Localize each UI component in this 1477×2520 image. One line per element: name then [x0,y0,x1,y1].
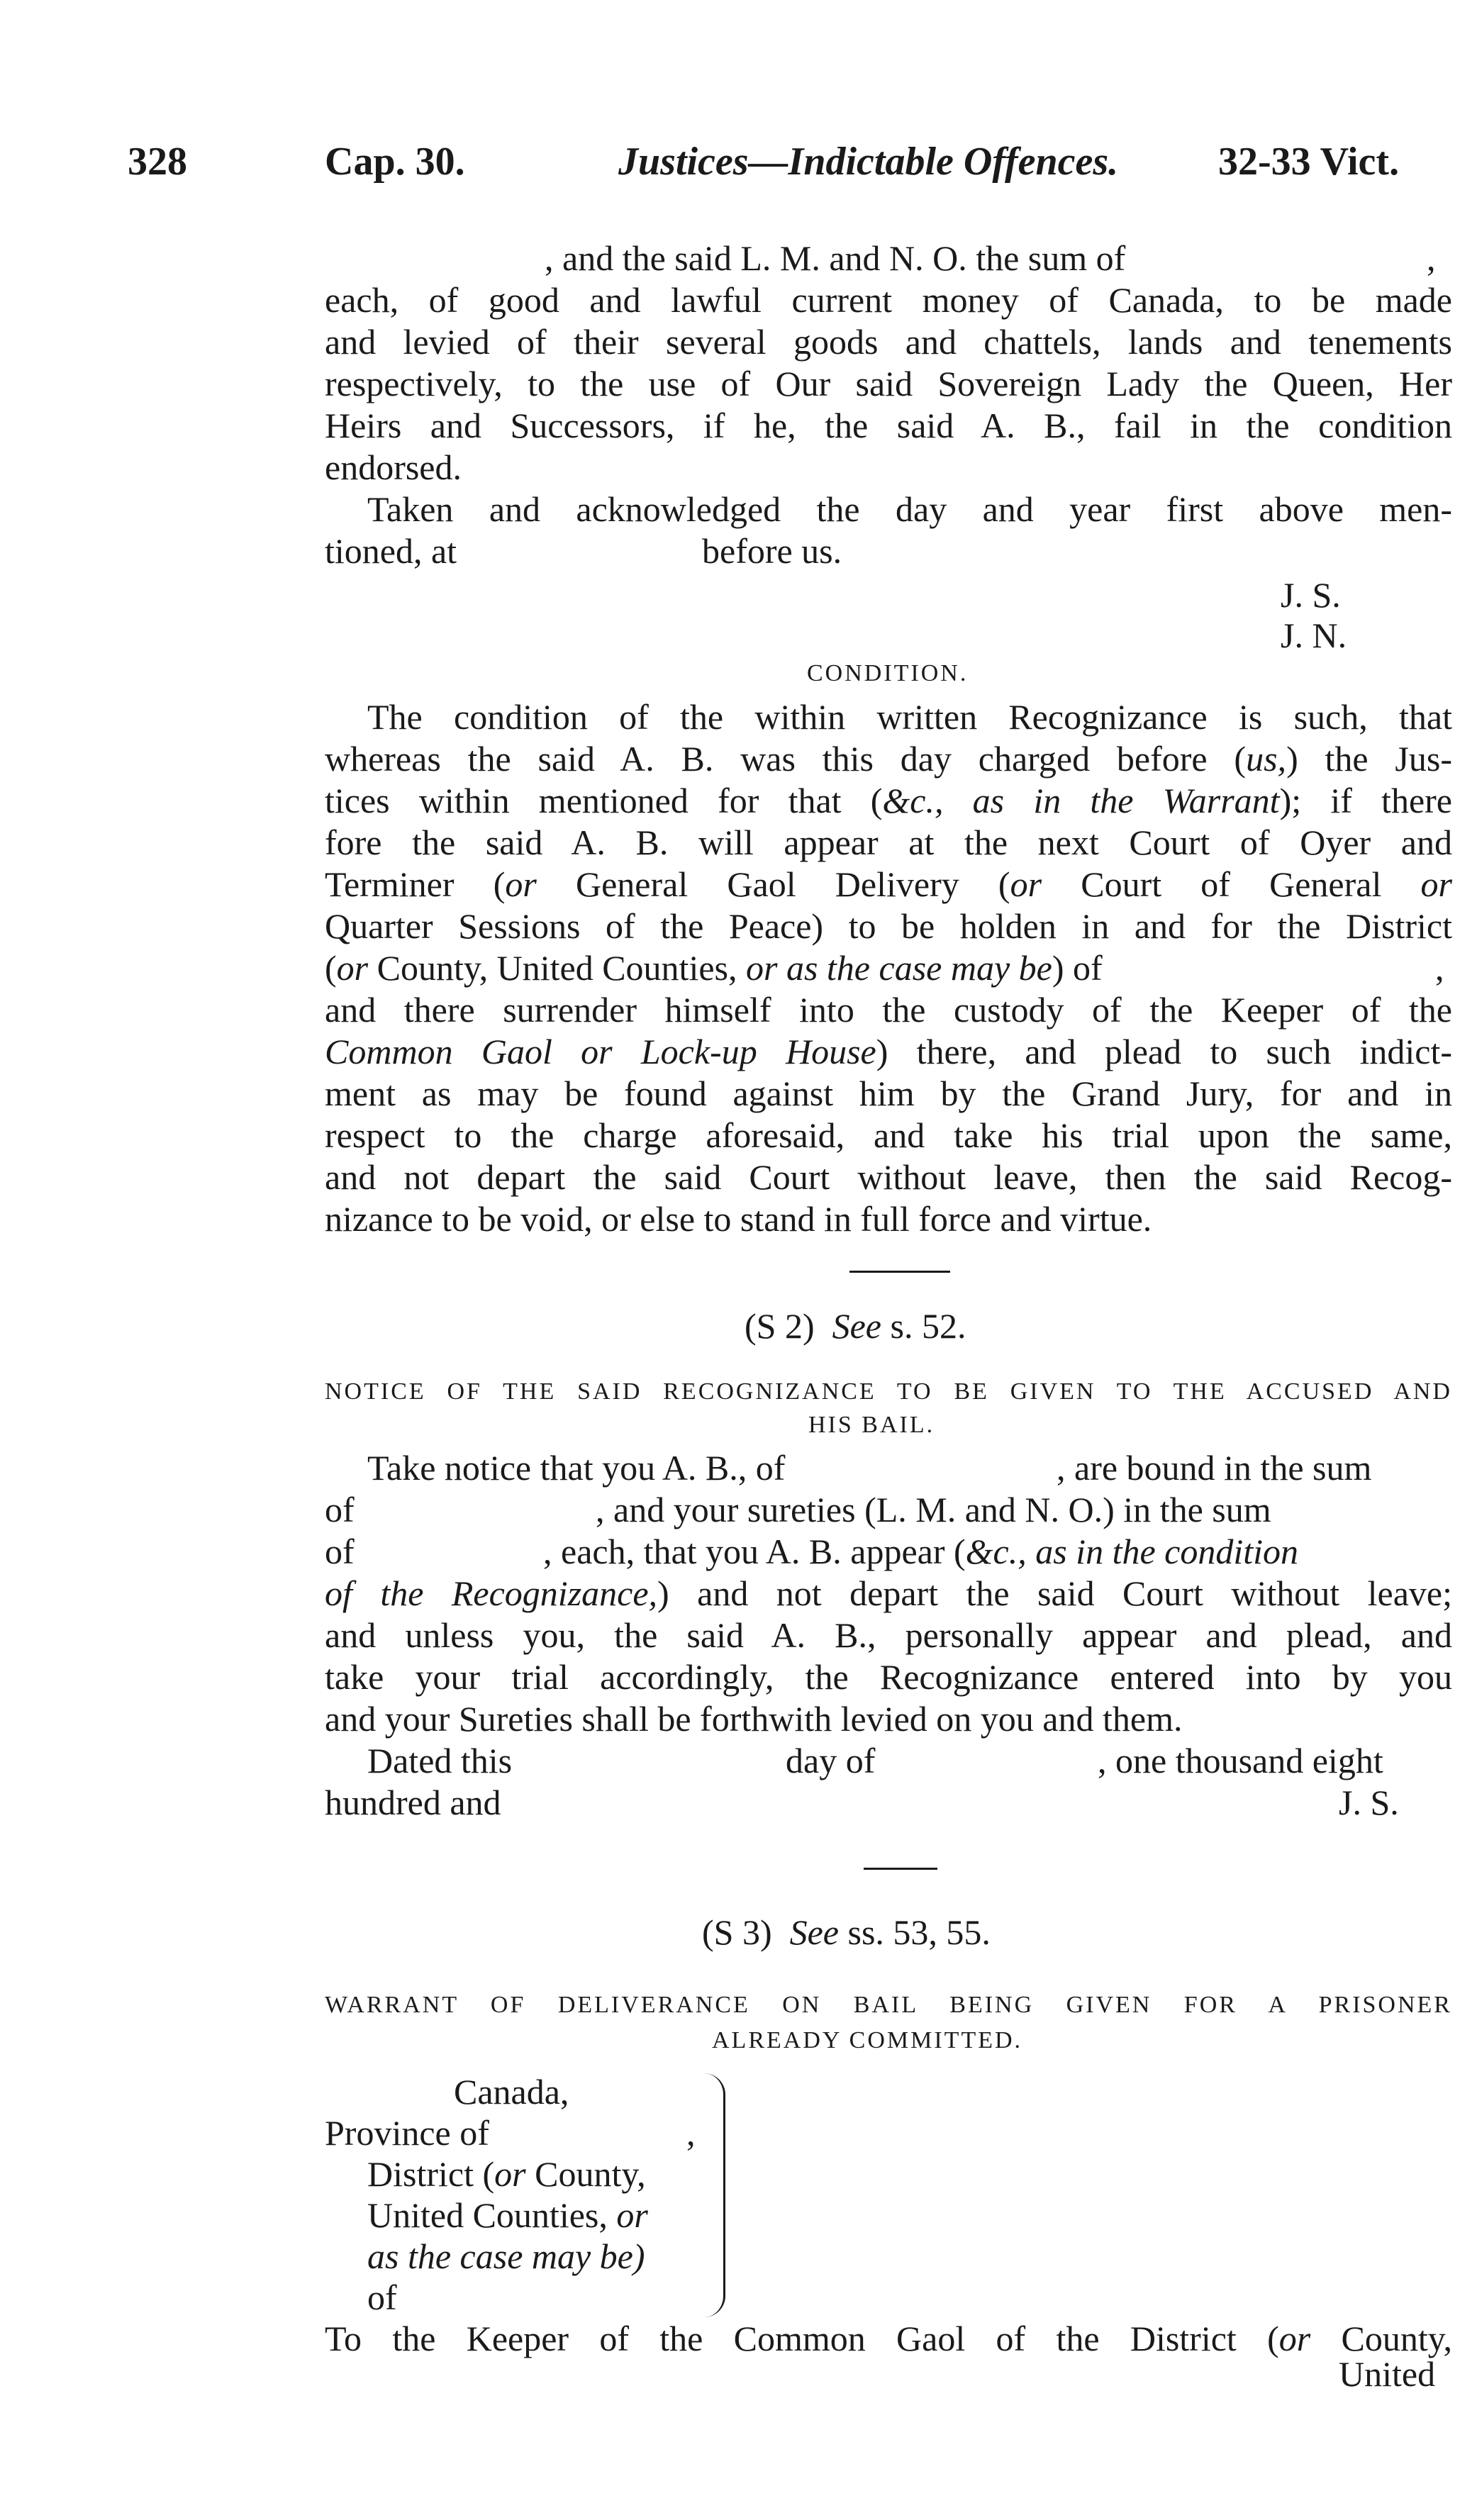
condition-line: nizance to be void, or else to stand in full force and virtue. [325,1199,1152,1239]
condition-line: Terminer (or General Gaol Delivery (or Court of General or [325,864,1452,904]
catchword: United [1339,2354,1436,2394]
form-heading: ALREADY COMMITTED. [712,2027,1023,2053]
signature-initials: J. N. [1281,615,1347,655]
condition-line: respect to the charge aforesaid, and take his trial upon the same, [325,1115,1452,1155]
regnal-year: 32-33 Vict. [1218,140,1400,184]
notice-line: Take notice that you A. B., of [367,1448,786,1488]
notice-line: of [325,1490,355,1529]
notice-line: and unless you, the said A. B., personally appear and plead, and [325,1615,1452,1655]
dated-line: , one thousand eight [1098,1741,1383,1780]
form-heading: NOTICE OF THE SAID RECOGNIZANCE TO BE GIVEN TO THE ACCUSED AND [325,1378,1452,1405]
dated-line: hundred and [325,1783,501,1822]
caption-line: Province of [325,2113,489,2153]
condition-line: Common Gaol or Lock-up House) there, and plead to such indict- [325,1032,1452,1071]
acknowledgment-line: Taken and acknowledged the day and year first above men- [367,489,1452,529]
caption-line: of [367,2278,397,2317]
recognizance-line: endorsed. [325,447,462,487]
form-heading: HIS BAIL. [808,1412,935,1438]
notice-line: and your Sureties shall be forthwith levied on you and them. [325,1699,1183,1739]
section-divider [864,1868,937,1870]
condition-line: Quarter Sessions of the Peace) to be holden in and for the District [325,906,1452,946]
condition-line: (or County, United Counties, or as the case may be) of [325,948,1103,988]
form-label: (S 2) See s. 52. [745,1306,966,1346]
caption-line: District (or County, [367,2154,646,2194]
condition-line: ment as may be found against him by the Grand Jury, for and in [325,1074,1452,1113]
caption-brace [701,2073,725,2317]
condition-line: The condition of the within written Recognizance is such, that [367,697,1452,737]
condition-line: whereas the said A. B. was this day charged before (us,) the Jus- [325,739,1452,779]
notice-line: , are bound in the sum [1057,1448,1372,1488]
acknowledgment-line: before us. [702,531,842,571]
section-divider [849,1271,950,1273]
form-heading: WARRANT OF DELIVERANCE ON BAIL BEING GIVEN FOR A PRISONER [325,1992,1452,2018]
signature-initials: J. S. [1339,1783,1399,1822]
address-line: To the Keeper of the Common Gaol of the District (or County, [325,2319,1452,2358]
signature-initials: J. S. [1281,575,1341,615]
caption-line: , [686,2113,696,2153]
condition-comma: , [1435,948,1444,988]
condition-line: tices within mentioned for that (&c., as in the Warrant); if there [325,781,1452,820]
condition-line: fore the said A. B. will appear at the next Court of Oyer and [325,823,1452,862]
dated-line: Dated this [367,1741,513,1780]
page-number: 328 [128,140,187,184]
condition-line: and there surrender himself into the custody of the Keeper of the [325,990,1452,1030]
section-heading: CONDITION. [807,660,969,686]
caption-line: as the case may be) [367,2236,645,2276]
recognizance-line: , and the said L. M. and N. O. the sum of [545,238,1126,278]
caption-line: United Counties, or [367,2195,648,2235]
notice-line: , each, that you A. B. appear (&c., as in the condition [543,1532,1299,1571]
form-label: (S 3) See ss. 53, 55. [702,1912,991,1952]
notice-line: of [325,1532,355,1571]
running-title: Justices—Indictable Offences. [618,140,1119,184]
dated-line: day of [786,1741,876,1780]
acknowledgment-line: tioned, at [325,531,457,571]
recognizance-line: respectively, to the use of Our said Sovereign Lady the Queen, Her [325,364,1452,403]
chapter-label: Cap. 30. [325,140,465,184]
notice-line: take your trial accordingly, the Recognizance entered into by you [325,1657,1452,1697]
notice-line: of the Recognizance,) and not depart the said Court without leave; [325,1573,1452,1613]
recognizance-comma: , [1427,238,1436,278]
notice-line: , and your sureties (L. M. and N. O.) in the sum [596,1490,1271,1529]
recognizance-line: each, of good and lawful current money of Canada, to be made [325,280,1452,320]
caption-line: Canada, [454,2072,569,2112]
recognizance-line: Heirs and Successors, if he, the said A. B., fail in the condition [325,406,1452,445]
condition-line: and not depart the said Court without leave, then the said Recog- [325,1157,1452,1197]
recognizance-line: and levied of their several goods and chattels, lands and tenements [325,322,1452,362]
